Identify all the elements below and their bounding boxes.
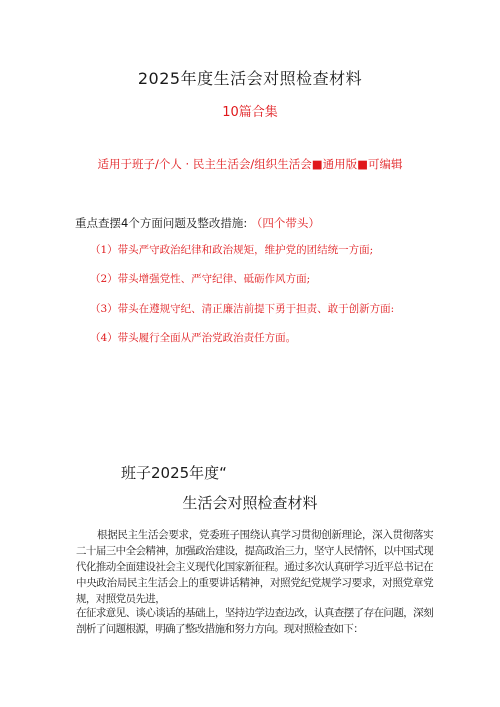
- key-points-heading: [75, 215, 320, 231]
- key-point-item: （2）带头增强党性、严守纪律、砥砺作风方面;: [90, 273, 311, 285]
- applicable-scope: 适用于班子/个人 · 民主生活会/组织生活会■通用版■可编辑: [97, 157, 403, 171]
- section-title-line2: 生活会对照检查材料: [182, 494, 318, 512]
- key-point-item: （3）带头在遵规守纪、清正廉洁前提下勇于担责、敢于创新方面:: [90, 303, 395, 315]
- document-title: 2025年度生活会对照检查材料: [137, 69, 363, 88]
- collection-subtitle: 10篇合集: [222, 105, 278, 120]
- key-points-heading-note: （四个带头）: [250, 216, 320, 230]
- section-title-line1: 班子2025年度“: [121, 464, 227, 482]
- body-paragraph-2: 在征求意见、谈心谈话的基础上，坚持边学边查边改，认真查摆了存在问题，深刻剖析了问题根源，明确了整改措施和努力方向。现对照检查如下：: [76, 607, 433, 635]
- key-point-item: （1）带头严守政治纪律和政治规矩，维护党的团结统一方面;: [90, 244, 374, 256]
- key-points-heading-text: 重点查摆4个方面问题及整改措施:: [75, 216, 248, 230]
- key-point-item: （4）带头履行全面从严治党政治责任方面。: [90, 332, 297, 344]
- body-paragraph-1: 根据民主生活会要求，党委班子围绕认真学习贯彻创新理论，深入贯彻落实二十届三中全会精神，加强政治建设，提高政治三力，坚守人民情怀，以中国式现代化推动全面建设社会主义现代化国家新征程。通过多次认真研学习近平总书记在中央政治局民主生活会上的重要讲话精神，对照党纪党规学习要求，对照党章党规，对照党员先进，: [76, 529, 433, 605]
